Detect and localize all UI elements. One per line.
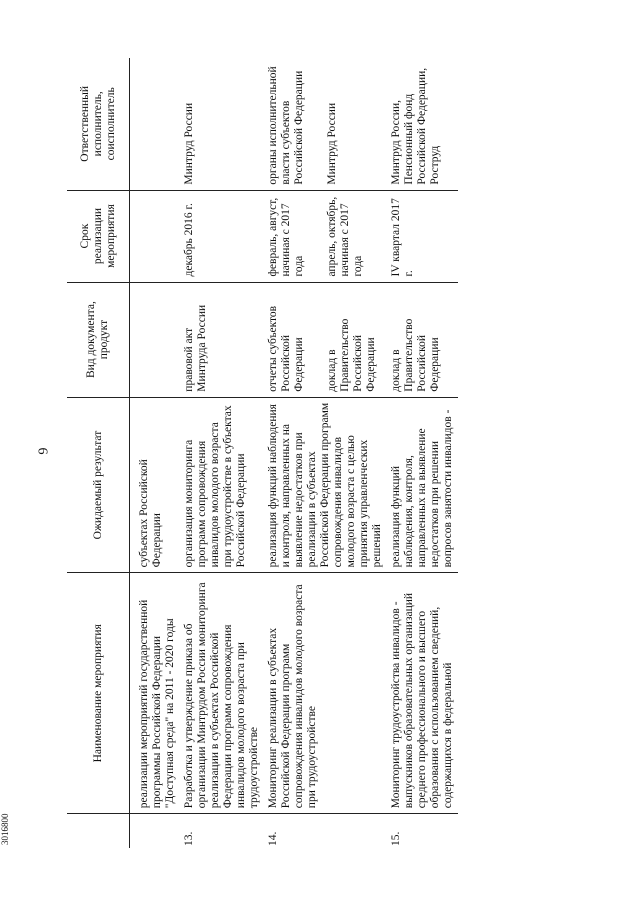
- rotated-table-frame: [67, 58, 589, 848]
- row-result: реализация функций наблюдения, контроля, направленных на выявление недостатков при решении вопросов занятости инвалидов -: [387, 397, 458, 573]
- header-doc: Вид документа, продукт: [67, 282, 130, 397]
- row-resp: Минтруд России: [180, 58, 264, 190]
- spacer: [306, 288, 326, 392]
- row-doc: [264, 282, 387, 397]
- row-result: субъектах Российской Федерации: [130, 397, 181, 573]
- row-doc: правовой акт Минтруда России: [180, 282, 264, 397]
- row-resp-a: органы исполнительной власти субъектов Российской Федерации: [267, 66, 305, 185]
- row-doc: [130, 282, 181, 397]
- header-result: Ожидаемый результат: [67, 397, 130, 573]
- spacer: [306, 63, 326, 185]
- row-term: [130, 190, 181, 282]
- table-row: [387, 58, 458, 848]
- row-num: 15.: [390, 831, 402, 846]
- row-result: организация мониторинга программ сопровождения инвалидов молодого возраста при трудоустройстве в субъектах Российской Федерации: [180, 397, 264, 573]
- table-row: [180, 58, 264, 848]
- header-resp: Ответственный исполнитель, соисполнитель: [67, 58, 130, 190]
- row-term: декабрь 2016 г.: [180, 190, 264, 282]
- row-num: 13.: [183, 831, 195, 846]
- row-term: [264, 190, 387, 282]
- row-num: 14.: [267, 831, 279, 846]
- row-name: реализации мероприятий государственной программы Российской Федерации "Доступная среда" на 2011 - 2020 годы: [130, 573, 181, 814]
- row-name: Разработка и утверждение приказа об организации Минтрудом России мониторинга реализации в субъектах Российской Федерации программ сопровождения инвалидов молодого возраста при трудоустройстве: [180, 573, 264, 814]
- header-term: Срок реализации мероприятия: [67, 190, 130, 282]
- row-resp: [130, 58, 181, 190]
- header-num: [67, 814, 130, 848]
- row-term-b: апрель, октябрь, начиная с 2017 года: [326, 196, 364, 277]
- row-resp: Минтруд России, Пенсионный фонд Российской Федерации, Роструд: [387, 58, 458, 190]
- spacer: [306, 196, 326, 277]
- page-number: 6: [34, 447, 50, 455]
- row-term: IV квартал 2017 г.: [387, 190, 458, 282]
- row-term-a: февраль, август, начиная с 2017 года: [267, 197, 305, 277]
- header-name: Наименование мероприятия: [67, 573, 130, 814]
- row-resp-b: Минтруд России: [326, 102, 338, 185]
- row-name: Мониторинг реализации в субъектах Российской Федерации программ сопровождения инвалидов молодого возраста при трудоустройстве: [264, 573, 387, 814]
- table-row: [130, 58, 181, 848]
- row-name: Мониторинг трудоустройства инвалидов - выпускников образовательных организаций среднего профессионального и высшего образования с использованием сведений, содержащихся в федеральной: [387, 573, 458, 814]
- row-doc-b: доклад в Правительство Российской Федерации: [326, 318, 377, 392]
- row-result: реализация функций наблюдения и контроля, направленных на выявление недостатков при реализации в субъектах Российской Федерации программ сопровождения инвалидов молодого возраста с целью принятия управленческих решений: [264, 397, 387, 573]
- row-doc-a: отчеты субъектов Российской Федерации: [267, 305, 305, 392]
- row-resp: [264, 58, 387, 190]
- table-row: [264, 58, 387, 848]
- row-num: [130, 814, 181, 848]
- footer-code: 3016800: [0, 813, 10, 845]
- row-doc: доклад в Правительство Российской Федерации: [387, 282, 458, 397]
- measures-table: [67, 58, 458, 848]
- table-header-row: [67, 58, 130, 848]
